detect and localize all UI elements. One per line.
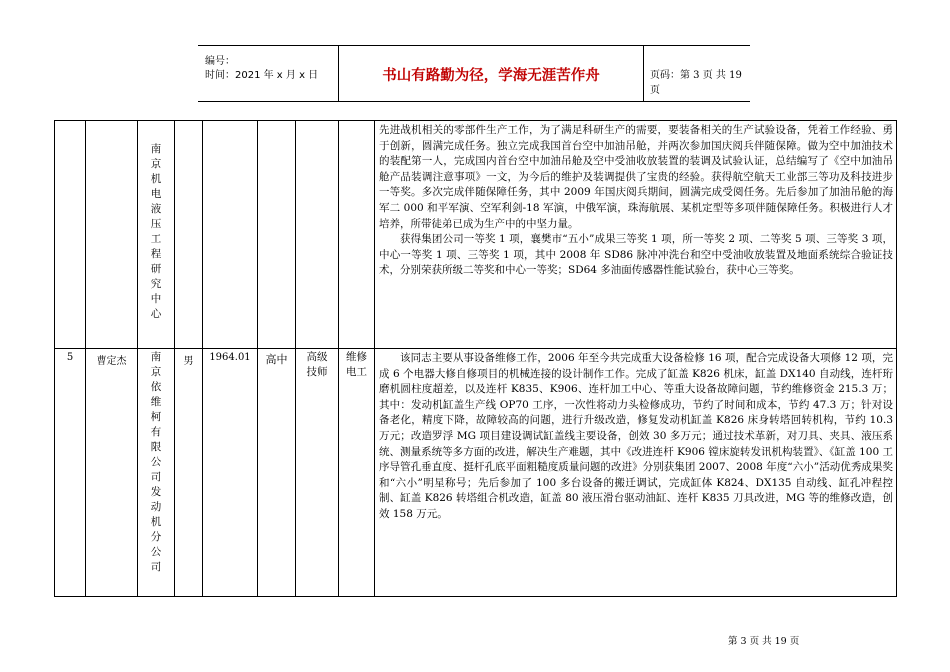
cell-unit	[138, 349, 175, 597]
table-row	[55, 349, 897, 597]
awards-table	[54, 120, 897, 597]
unit-text: 南京依维柯有限公司发动机分公司	[150, 351, 162, 573]
cell-no	[55, 121, 86, 349]
cell-title	[296, 349, 339, 597]
header-meta-cell	[198, 46, 339, 101]
cell-achievements	[375, 121, 897, 349]
cell-title	[296, 121, 339, 349]
header-page-cell	[644, 46, 750, 101]
achievement-paragraph: 该同志主要从事设备维修工作，2006 年至今共完成重大设备检修 16 项，配合完成设备大项修 12 项，完成 6 个电器大修自修项目的机械连接的设计制作工作。完成了缸盖 K826 机床，缸盖 DX140 自动线，连杆珩磨机圆柱度超差，以及连杆 K835、K906、连杆加工中心、等重大设备故障问题，节约维修资金 215.3 万；其中：发动机缸盖生产线 OP70 工序，一次性将动力头检修成功，节约了时间和成本，节约 47.3 万；针对设备老化，精度下降，故障较高的问题，进行升级改造，修复发动机缸盖 K826 床身转塔回转机构，节约 10.3 万元；改造罗浮 MG 项目建设调试缸盖线主要设备，创效 30 多万元；通过技术革新，对刀具、夹具、液压系统、测量系统等多方面的改进，解决生产难题，其中《改进连杆 K906 镗床旋转发讯机构装置》、《缸盖 100 工序导管孔垂直度、挺杆孔底平面粗糙度质量问题的改进》分别获集团 2007、2008 年度“六小”活动优秀成果奖和“六小”明星称号；先后参加了 100 多台设备的搬迁调试，完成缸体 K824、DX135 自动线、缸孔冲程控制、缸盖 K826 转塔组合机改造，缸盖 80 液压滑台驱动油缸、连杆 K835 刀具改进，MG 等的维修改造，创效 158 万元。	[379, 352, 893, 520]
achievement-text	[375, 349, 896, 525]
achievement-paragraph: 先进战机相关的零部件生产工作，为了满足科研生产的需要，要装备相关的生产试验设备，凭着工作经验、勇于创新，圆满完成任务。独立完成我国首台空中加油吊舱，并两次参加国庆阅兵伴随保障。做为空中加油技术的装配第一人，完成国内首台空中加油吊舱及空中受油收放装置的装调及试验认证，总结编写了《空中加油吊舱产品装调注意事项》一文，为今后的维护及装调提供了宝贵的经验。获得航空航天工业部三等功及科技进步一等奖。多次完成伴随保障任务，其中 2009 年国庆阅兵期间，圆满完成受阅任务。先后参加了加油吊舱的海军二 000 和平军演、空军利剑-18 军演，中俄军演，珠海航展、某机定型等多项伴随保障任务。积极进行人才培养，所带徒弟已成为生产中的中坚力量。	[379, 124, 893, 230]
document-time-label: 时间：2021 年 x 月 x 日	[205, 70, 319, 81]
header-motto: 书山有路勤为径，学海无涯苦作舟	[382, 67, 600, 84]
row-number: 5	[66, 352, 74, 363]
cell-birth	[203, 121, 258, 349]
cell-unit	[138, 121, 175, 349]
cell-education	[258, 349, 296, 597]
header-page-number: 页码：第 3 页 共 19 页	[650, 70, 742, 96]
unit-text: 南京机电液压工程研究中心	[150, 142, 162, 320]
document-number-label: 编号：	[205, 56, 235, 67]
education: 高中	[265, 353, 288, 366]
job-type: 维修电工	[346, 351, 367, 378]
cell-name	[86, 121, 138, 349]
cell-achievements	[375, 349, 897, 597]
cell-gender	[175, 349, 203, 597]
header-motto-cell	[339, 46, 644, 101]
cell-name	[86, 349, 138, 597]
professional-title: 高级技师	[306, 351, 328, 378]
achievement-text	[375, 121, 896, 281]
gender: 男	[183, 356, 194, 367]
achievement-paragraph: 获得集团公司一等奖 1 项，襄樊市“五小”成果三等奖 1 项，所一等奖 2 项、二等奖 5 项、三等奖 3 项，中心一等奖 1 项、三等奖 1 项，其中 2008 年 SD86 脉冲冲洗台和空中受油收放装置及地面系统综合验证技术，分别荣获所级二等奖和中心一等奖；SD64 多油面传感器性能试验台，获中心三等奖。	[379, 233, 893, 277]
cell-education	[258, 121, 296, 349]
cell-gender	[175, 121, 203, 349]
table-row	[55, 121, 897, 349]
cell-job	[339, 121, 375, 349]
birth-date: 1964.01	[209, 352, 251, 363]
page-header	[198, 45, 750, 102]
page-footer: 第 3 页 共 19 页	[728, 636, 800, 647]
cell-job	[339, 349, 375, 597]
cell-birth	[203, 349, 258, 597]
person-name: 曹定杰	[96, 356, 127, 367]
cell-no	[55, 349, 86, 597]
